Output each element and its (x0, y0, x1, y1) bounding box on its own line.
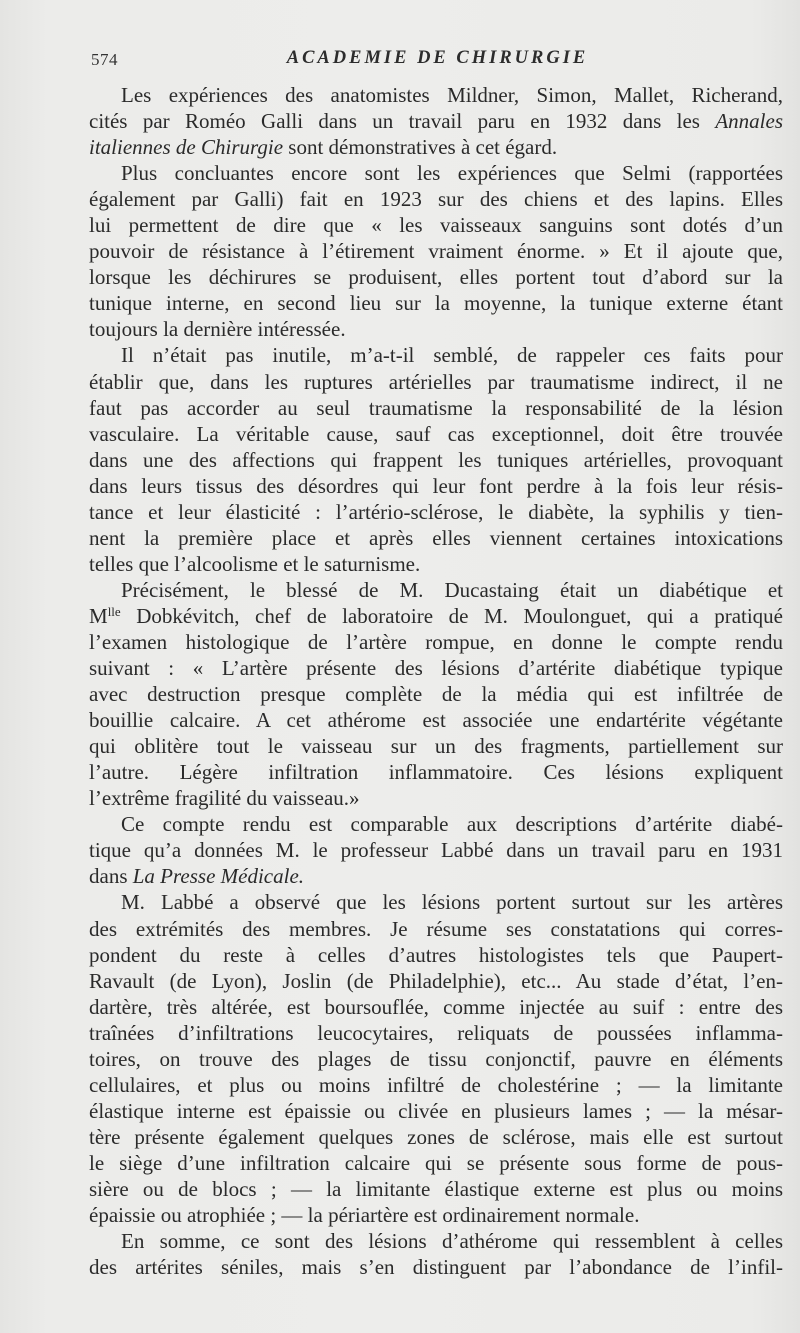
page-number: 574 (91, 50, 118, 69)
text-line (89, 707, 783, 733)
text-run: pondent du reste à celles d’autres histologistes tels que Paupert- (89, 942, 783, 967)
text-line (89, 134, 783, 160)
text-line (89, 82, 783, 108)
text-line (89, 1254, 783, 1280)
text-run: élastique interne est épaissie ou clivée en plusieurs lames ; — la mésar- (89, 1098, 783, 1123)
text-run: l’examen histologique de l’artère rompue, en donne le compte rendu (89, 629, 783, 654)
text-line (89, 863, 783, 889)
text-line (89, 212, 783, 238)
text-run: dartère, très altérée, est boursouflée, comme injectée au suif : entre des (89, 994, 783, 1019)
text-run: suivant : « L’artère présente des lésions d’artérite diabétique typique (89, 656, 783, 681)
text-run: sont démonstratives à cet égard. (283, 135, 558, 160)
text-run: le siège d’une infiltration calcaire qui se présente sous forme de pous- (89, 1150, 783, 1175)
text-run: pouvoir de résistance à l’étirement vraiment énorme. » Et il ajoute que, (89, 239, 783, 264)
text-run: tance et leur élasticité : l’artério-sclérose, le diabète, la syphilis y tien- (89, 499, 783, 524)
text-line (89, 994, 783, 1020)
text-run: des extrémités des membres. Je résume ses constatations qui corres- (89, 916, 783, 941)
text-run: tère présente également quelques zones de sclérose, mais elle est surtout (89, 1124, 783, 1149)
text-run: Ce compte rendu est comparable aux descriptions d’artérite diabé- (121, 812, 783, 837)
text-line (89, 811, 783, 837)
superscript-text: lle (107, 603, 121, 619)
text-line (89, 551, 783, 577)
text-run: Dobkévitch, chef de laboratoire de M. Moulonguet, qui a pratiqué (120, 603, 783, 628)
italic-text: italiennes de Chirurgie (89, 135, 284, 160)
text-run: En somme, ce sont des lésions d’athérome qui ressemblent à celles (121, 1229, 783, 1254)
text-line (89, 759, 783, 785)
text-run: tique qu’a données M. le professeur Labbé dans un travail paru en 1931 (89, 838, 783, 863)
text-line (89, 785, 783, 811)
text-run: lorsque les déchirures se produisent, elles portent tout d’abord sur la (89, 265, 783, 290)
text-run: dans (89, 864, 133, 889)
text-run: Il n’était pas inutile, m’a-t-il semblé, de rappeler ces faits pour (121, 343, 783, 368)
text-run: telles que l’alcoolisme et le saturnisme. (89, 551, 421, 576)
text-run: sière ou de blocs ; — la limitante élastique externe est plus ou moins (89, 1176, 783, 1201)
text-run: tunique interne, en second lieu sur la moyenne, la tunique externe étant (89, 291, 783, 316)
text-line (89, 837, 783, 863)
text-line (89, 916, 783, 942)
text-run: lui permettent de dire que « les vaisseaux sanguins sont dotés d’un (89, 213, 783, 238)
text-line (89, 369, 783, 395)
text-run: Plus concluantes encore sont les expériences que Selmi (rapportées (121, 161, 783, 186)
text-run: toires, on trouve des plages de tissu conjonctif, pauvre en éléments (89, 1046, 783, 1071)
body-text (89, 82, 783, 1280)
text-line (89, 525, 783, 551)
text-line (89, 1176, 783, 1202)
italic-text: La Presse Médicale. (132, 864, 305, 889)
text-run: faut pas accorder au seul traumatisme la responsabilité de la lésion (89, 395, 783, 420)
text-run: bouillie calcaire. A cet athérome est associée une endartérite végétante (89, 708, 783, 733)
text-run: l’autre. Légère infiltration inflammatoire. Ces lésions expliquent (89, 760, 783, 785)
text-run: dans leurs tissus des désordres qui leur font perdre à la fois leur résis- (89, 473, 783, 498)
text-line (89, 108, 783, 134)
text-run: vasculaire. La véritable cause, sauf cas exceptionnel, doit être trouvée (89, 421, 783, 446)
text-line (89, 186, 783, 212)
text-run: cellulaires, et plus ou moins infiltré de cholestérine ; — la limitante (89, 1072, 783, 1097)
text-run: également par Galli) fait en 1923 sur des chiens et des lapins. Elles (89, 187, 783, 212)
text-line (89, 473, 783, 499)
text-run: l’extrême fragilité du vaisseau.» (89, 786, 360, 811)
text-line (89, 1098, 783, 1124)
text-line (89, 160, 783, 186)
text-line (89, 942, 783, 968)
italic-text: Annales (715, 109, 783, 134)
text-run: dans une des affections qui frappent les tuniques artérielles, provoquant (89, 447, 783, 472)
text-line (89, 421, 783, 447)
text-line (89, 238, 783, 264)
text-line (89, 1046, 783, 1072)
text-run: qui oblitère tout le vaisseau sur un des fragments, partiellement sur (89, 734, 783, 759)
text-line (89, 316, 783, 342)
text-run: épaissie ou atrophiée ; — la périartère est ordinairement normale. (89, 1203, 640, 1228)
text-line (89, 1072, 783, 1098)
text-run: avec destruction presque complète de la média qui est infiltrée de (89, 682, 783, 707)
text-line (89, 499, 783, 525)
text-run: Précisément, le blessé de M. Ducastaing était un diabétique et (121, 577, 783, 602)
text-line (89, 264, 783, 290)
text-line (89, 290, 783, 316)
text-run: traînées d’infiltrations leucocytaires, reliquats de poussées inflamma- (89, 1020, 783, 1045)
text-line (89, 342, 783, 368)
text-line (89, 733, 783, 759)
text-run: Les expériences des anatomistes Mildner, Simon, Mallet, Richerand, (121, 83, 783, 107)
page-header (91, 46, 784, 76)
text-run: M (89, 603, 108, 628)
text-line (89, 629, 783, 655)
text-line (89, 395, 783, 421)
text-line (89, 577, 783, 603)
text-line (89, 968, 783, 994)
text-line (89, 681, 783, 707)
text-run: Ravault (de Lyon), Joslin (de Philadelphie), etc... Au stade d’état, l’en- (89, 968, 783, 993)
text-run: toujours la dernière intéressée. (89, 317, 346, 342)
running-title: ACADEMIE DE CHIRURGIE (286, 48, 589, 68)
text-line (89, 655, 783, 681)
text-line (89, 1150, 783, 1176)
text-line (89, 1228, 783, 1254)
text-run: établir que, dans les ruptures artérielles par traumatisme indirect, il ne (89, 369, 783, 394)
text-line (89, 603, 783, 629)
text-line (89, 447, 783, 473)
text-run: M. Labbé a observé que les lésions portent surtout sur les artères (121, 890, 783, 915)
text-line (89, 889, 783, 915)
text-line (89, 1020, 783, 1046)
text-run: cités par Roméo Galli dans un travail paru en 1932 dans les (89, 109, 716, 134)
text-run: des artérites séniles, mais s’en distinguent par l’abondance de l’infil- (89, 1255, 783, 1280)
text-line (89, 1202, 783, 1228)
text-line (89, 1124, 783, 1150)
text-run: nent la première place et après elles viennent certaines intoxications (89, 525, 783, 550)
